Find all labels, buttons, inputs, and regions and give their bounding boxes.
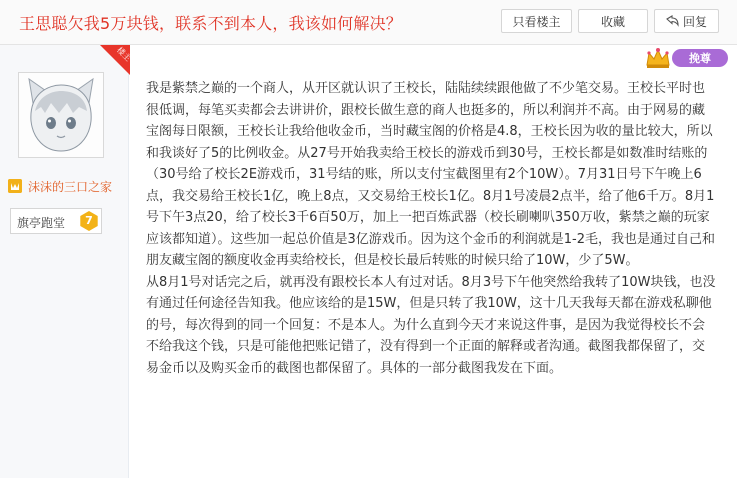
avatar[interactable]	[18, 72, 104, 158]
crown-icon	[645, 47, 671, 69]
forum-level-number: 7	[85, 214, 93, 227]
op-badge	[100, 45, 133, 75]
post-paragraph: 我是紫禁之巅的一个商人，从开区就认识了王校长，陆陆续续跟他做了不少笔交易。王校长平时也很低调，每笔买卖都会去讲讲价，跟校长做生意的商人也挺多的，所以利润并不高。由于网易的藏宝阁每日限额，王校长让我给他收金币，当时藏宝阁的价格是4.8，王校长因为收的量比较大，所以和我谈好了5的比例收金。从27号开始我卖给王校长的游戏币到30号，王校长都是如数准时结账的（30号给了校长2E游戏币，31号结的账，所以支付宝截图里有2个10W）。7月31日号下午晚上6点，我交易给王校长1亿，晚上8点，又交易给王校长1亿。8月1号凌晨2点半，给了他6千万。8月1号下午3点20，给了校长3千6百50万，加上一把百炼武器（校长刷喇叭350万收，紫禁之巅的玩家应该都知道）。这些加一起总价值是3亿游戏币。因为这个金币的利润就是1-2毛，我也是通过自己和朋友藏宝阁的额度收金再卖给校长，但是校长最后转账的时候只给了10W，少了5W。	[146, 81, 716, 268]
forum-badge-name: 旗亭跑堂	[17, 216, 66, 230]
only-op-button[interactable]: 只看楼主	[501, 9, 572, 33]
vip-badge[interactable]	[672, 49, 728, 67]
forum-level-badge-icon	[79, 211, 99, 231]
op-badge-label: 楼主	[114, 45, 133, 64]
thread-header	[0, 0, 737, 45]
vip-badge-label: 挽尊	[689, 52, 711, 65]
reply-button[interactable]	[654, 9, 719, 33]
reply-button-label: 回复	[682, 15, 707, 29]
post-paragraph: 从8月1号对话完之后，就再没有跟校长本人有过对话。8月3号下午他突然给我转了10W块钱，也没有通过任何途径告知我。他应该给的是15W，但是只转了我10W，这十几天我每天都在游戏私聊他的号，每次得到的同一个回复：不是本人。为什么直到今天才来说这件事，是因为我觉得校长不会不给我这个钱，只是可能他把账记错了，没有得到一个正面的解释或者沟通。截图我都保留了，交易金币以及购买金币的截图也都保留了。具体的一部分截图我发在下面。	[146, 274, 716, 376]
thread-title: 王思聪欠我5万块钱，联系不到本人，我该如何解决？	[19, 14, 402, 33]
author-username[interactable]: 沫沫的三口之家	[28, 180, 113, 194]
post-content	[146, 78, 716, 379]
favorite-button[interactable]: 收藏	[578, 9, 648, 33]
member-level-icon	[8, 179, 22, 193]
reply-arrow-icon	[666, 16, 679, 28]
author-info	[8, 178, 126, 196]
avatar-image	[19, 73, 103, 157]
forum-badge[interactable]	[10, 208, 102, 234]
